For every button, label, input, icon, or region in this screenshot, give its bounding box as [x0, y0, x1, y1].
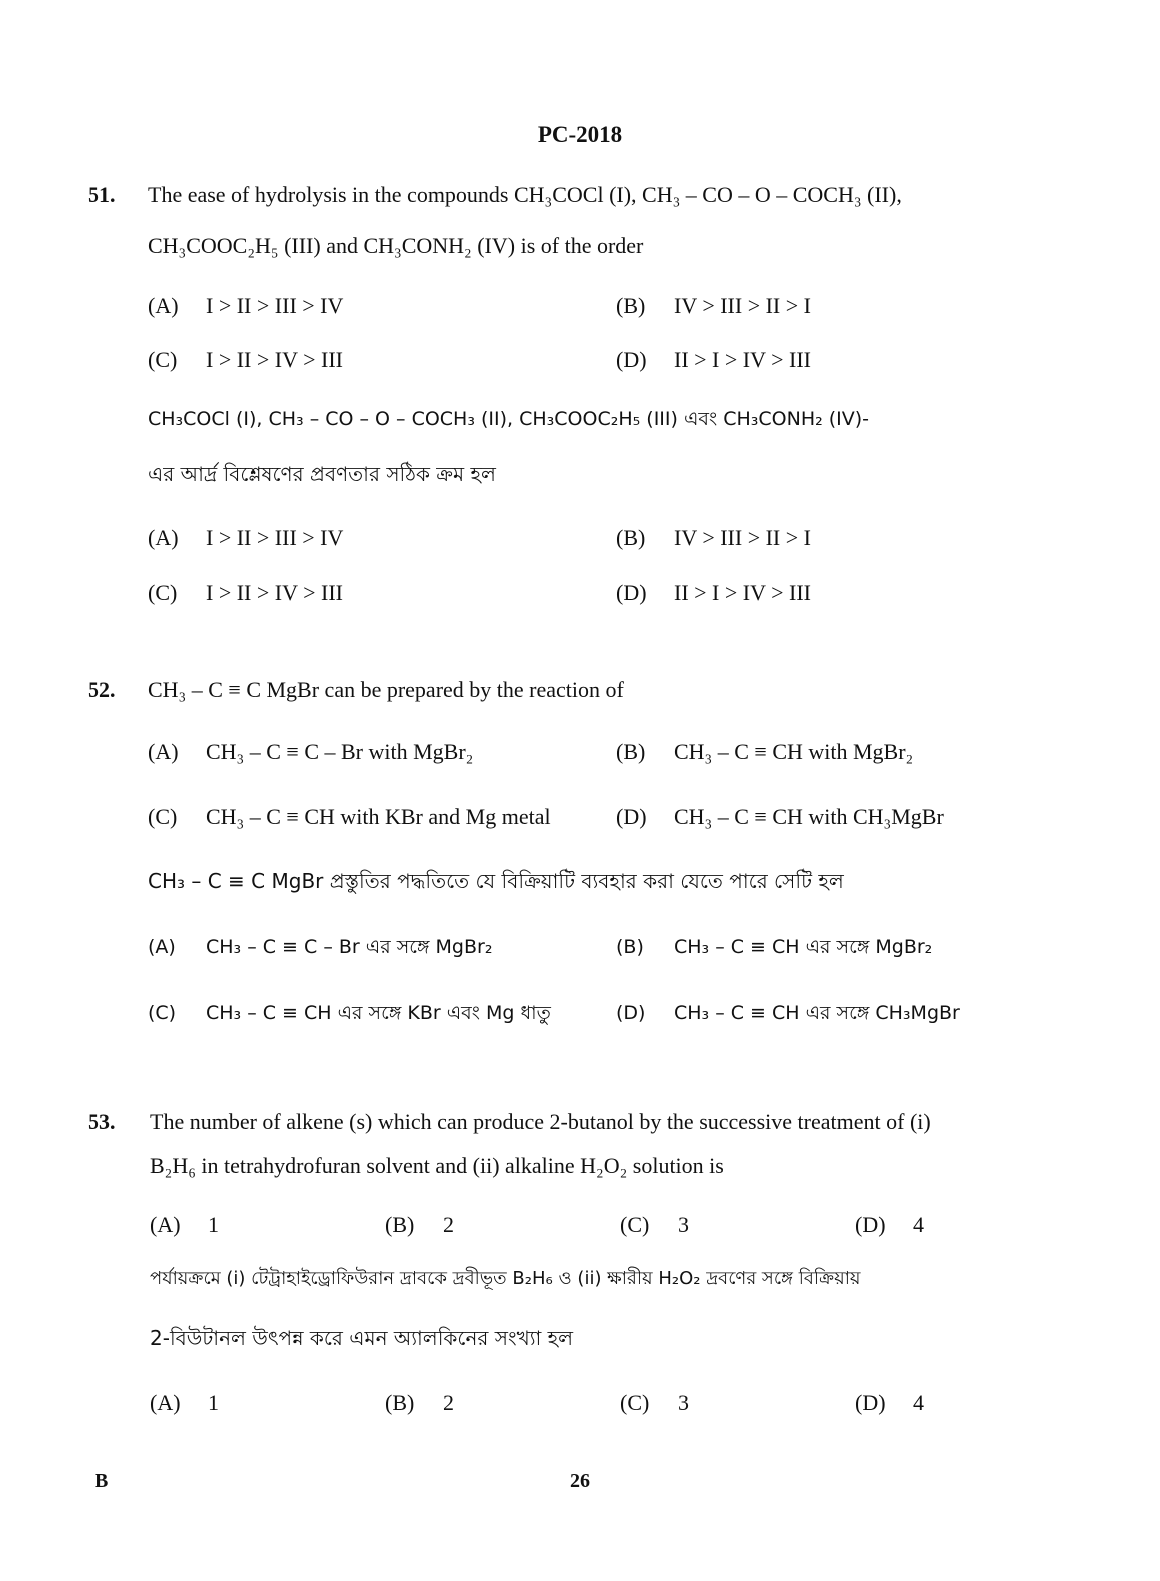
question-text-en-line2: CH₃COOC₂H₅ (III) and CH₃CONH₂ (IV) is of the order: [148, 233, 644, 258]
option-c: (C) CH₃ – C ≡ CH with KBr and Mg metal: [148, 804, 551, 829]
option-d: (D) II > I > IV > III: [616, 347, 811, 372]
option-c: (C) 3: [620, 1212, 689, 1237]
option-a: (A) CH₃ – C ≡ C – Br এর সঙ্গে MgBr₂: [148, 936, 493, 958]
option-a: (A) 1: [150, 1390, 219, 1415]
option-c: (C) I > II > IV > III: [148, 580, 343, 605]
option-d: (D) CH₃ – C ≡ CH এর সঙ্গে CH₃MgBr: [616, 1002, 960, 1024]
option-a: (A) I > II > III > IV: [148, 293, 344, 318]
option-c: (C) I > II > IV > III: [148, 347, 343, 372]
question-text-bn-line2: এর আর্দ্র বিশ্লেষণের প্রবণতার সঠিক ক্রম হল: [148, 462, 496, 486]
question-number: 51.: [88, 182, 116, 207]
question-text-en-line1: The ease of hydrolysis in the compounds CH₃COCl (I), CH₃ – CO – O – COCH₃ (II),: [148, 182, 902, 207]
option-b: (B) CH₃ – C ≡ CH with MgBr₂: [616, 739, 914, 764]
question-number: 52.: [88, 677, 116, 702]
question-text-en-line1: The number of alkene (s) which can produce 2-butanol by the successive treatment of (i): [150, 1109, 931, 1134]
option-a: (A) I > II > III > IV: [148, 525, 344, 550]
option-a: (A) 1: [150, 1212, 219, 1237]
page-number: 26: [570, 1470, 590, 1492]
option-b: (B) 2: [385, 1212, 454, 1237]
option-b: (B) CH₃ – C ≡ CH এর সঙ্গে MgBr₂: [616, 936, 933, 958]
option-a: (A) CH₃ – C ≡ C – Br with MgBr₂: [148, 739, 474, 764]
option-c: (C) 3: [620, 1390, 689, 1415]
question-text-en-line2: B₂H₆ in tetrahydrofuran solvent and (ii) alkaline H₂O₂ solution is: [150, 1153, 724, 1178]
option-d: (D) 4: [855, 1390, 924, 1415]
option-d: (D) II > I > IV > III: [616, 580, 811, 605]
option-d: (D) CH₃ – C ≡ CH with CH₃MgBr: [616, 804, 944, 829]
question-text-bn-line2: 2-বিউটানল উৎপন্ন করে এমন অ্যালকিনের সংখ্যা হল: [150, 1326, 574, 1350]
question-number: 53.: [88, 1109, 116, 1134]
option-d: (D) 4: [855, 1212, 924, 1237]
question-text-bn-line1: CH₃ – C ≡ C MgBr প্রস্তুতির পদ্ধতিতে যে বিক্রিয়াটি ব্যবহার করা যেতে পারে সেটি হল: [148, 869, 844, 893]
option-b: (B) IV > III > II > I: [616, 525, 811, 550]
option-b: (B) IV > III > II > I: [616, 293, 811, 318]
question-text-bn-line1: CH₃COCl (I), CH₃ – CO – O – COCH₃ (II), CH₃COOC₂H₅ (III) এবং CH₃CONH₂ (IV)-: [148, 408, 870, 430]
option-b: (B) 2: [385, 1390, 454, 1415]
question-text-bn-line1: পর্যায়ক্রমে (i) টেট্রাহাইড্রোফিউরান দ্রাবকে দ্রবীভূত B₂H₆ ও (ii) ক্ষারীয় H₂O₂ দ্রবণের সঙ্গে বিক্রিয়ায়: [150, 1268, 861, 1289]
option-c: (C) CH₃ – C ≡ CH এর সঙ্গে KBr এবং Mg ধাতু: [148, 1002, 551, 1024]
booklet-set: B: [95, 1470, 109, 1492]
paper-code: PC-2018: [537, 122, 623, 147]
question-text-en-line1: CH₃ – C ≡ C MgBr can be prepared by the reaction of: [148, 677, 624, 702]
